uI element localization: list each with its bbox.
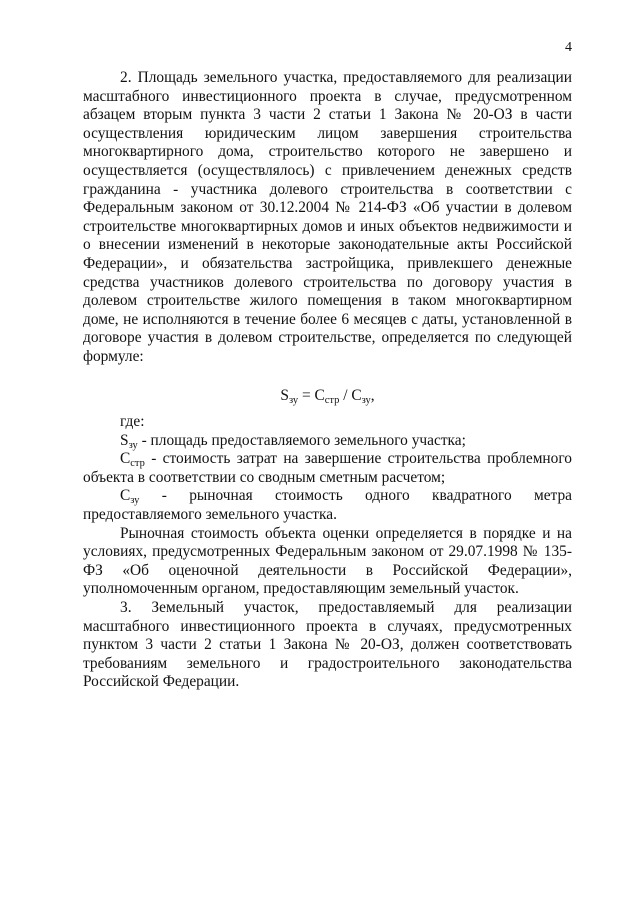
formula xyxy=(83,387,572,406)
where-label: где: xyxy=(120,413,145,431)
definition-subscript: зу xyxy=(128,439,138,451)
document-body xyxy=(83,69,572,692)
formula-c1-sub: стр xyxy=(324,394,340,406)
definition-text: - площадь предоставляемого земельного участка; xyxy=(137,431,466,449)
definition-symbol: С xyxy=(120,450,131,468)
definition-subscript: стр xyxy=(130,458,145,470)
definition-subscript: зу xyxy=(130,495,140,507)
formula-eq: = xyxy=(298,386,315,404)
formula-c2-sub: зу xyxy=(361,394,371,406)
formula-div: / xyxy=(339,386,352,404)
paragraph-market-value: Рыночная стоимость объекта оценки определяется в порядке и на условиях, предусмотренных Федеральным законом от 29.07.1998 № 135-ФЗ «Об оценочной деятельности в Российской Федерации», уполномоченным органом, предоставляющим земельный участок. xyxy=(83,524,572,598)
definition-item xyxy=(83,432,572,451)
definition-text: - рыночная стоимость одного квадратного метра предоставляемого земельного участка. xyxy=(83,487,572,524)
definition-item xyxy=(83,487,572,524)
formula-c1: С xyxy=(314,386,325,404)
definition-symbol: S xyxy=(120,431,129,449)
formula-tail: , xyxy=(370,386,375,404)
definition-text: - стоимость затрат на завершение строительства проблемного объекта в соответствии со сводным сметным расчетом; xyxy=(83,450,572,486)
page-number: 4 xyxy=(565,40,572,55)
formula-s: S xyxy=(280,386,289,404)
paragraph-2: 2. Площадь земельного участка, предоставляемого для реализации масштабного инвестиционного проекта в случае, предусмотренном абзацем вторым пункта 3 части 2 статьи 1 Закона № 20-ОЗ в части осуществления юридическим лицом завершения строительства многоквартирного дома, строительство которого не завершено и осуществляется (осуществлялось) с привлечением денежных средств гражданина - участника долевого строительства в соответствии с Федеральным законом от 30.12.2004 № 214-ФЗ «Об участии в долевом строительстве многоквартирных домов и иных объектов недвижимости и о внесении изменений в некоторые законодательные акты Российской Федерации», и обязательства застройщика, привлекшего денежные средства участников долевого строительства по договору участия в долевом строительстве жилого помещения в таком многоквартирном доме, не исполняются в течение более 6 месяцев с даты, установленной в договоре участия в долевом строительстве, определяется по следующей формуле: xyxy=(83,69,572,365)
paragraph-3: 3. Земельный участок, предоставляемый для реализации масштабного инвестиционного проекта в случаях, предусмотренных пунктом 3 части 2 статьи 1 Закона № 20-ОЗ, должен соответствовать требованиям земельного и градостроительного законодательства Российской Федерации. xyxy=(83,599,572,691)
definition-symbol: С xyxy=(120,487,131,505)
formula-s-sub: зу xyxy=(288,394,299,406)
formula-c2: С xyxy=(351,386,362,404)
definition-item xyxy=(83,450,572,487)
